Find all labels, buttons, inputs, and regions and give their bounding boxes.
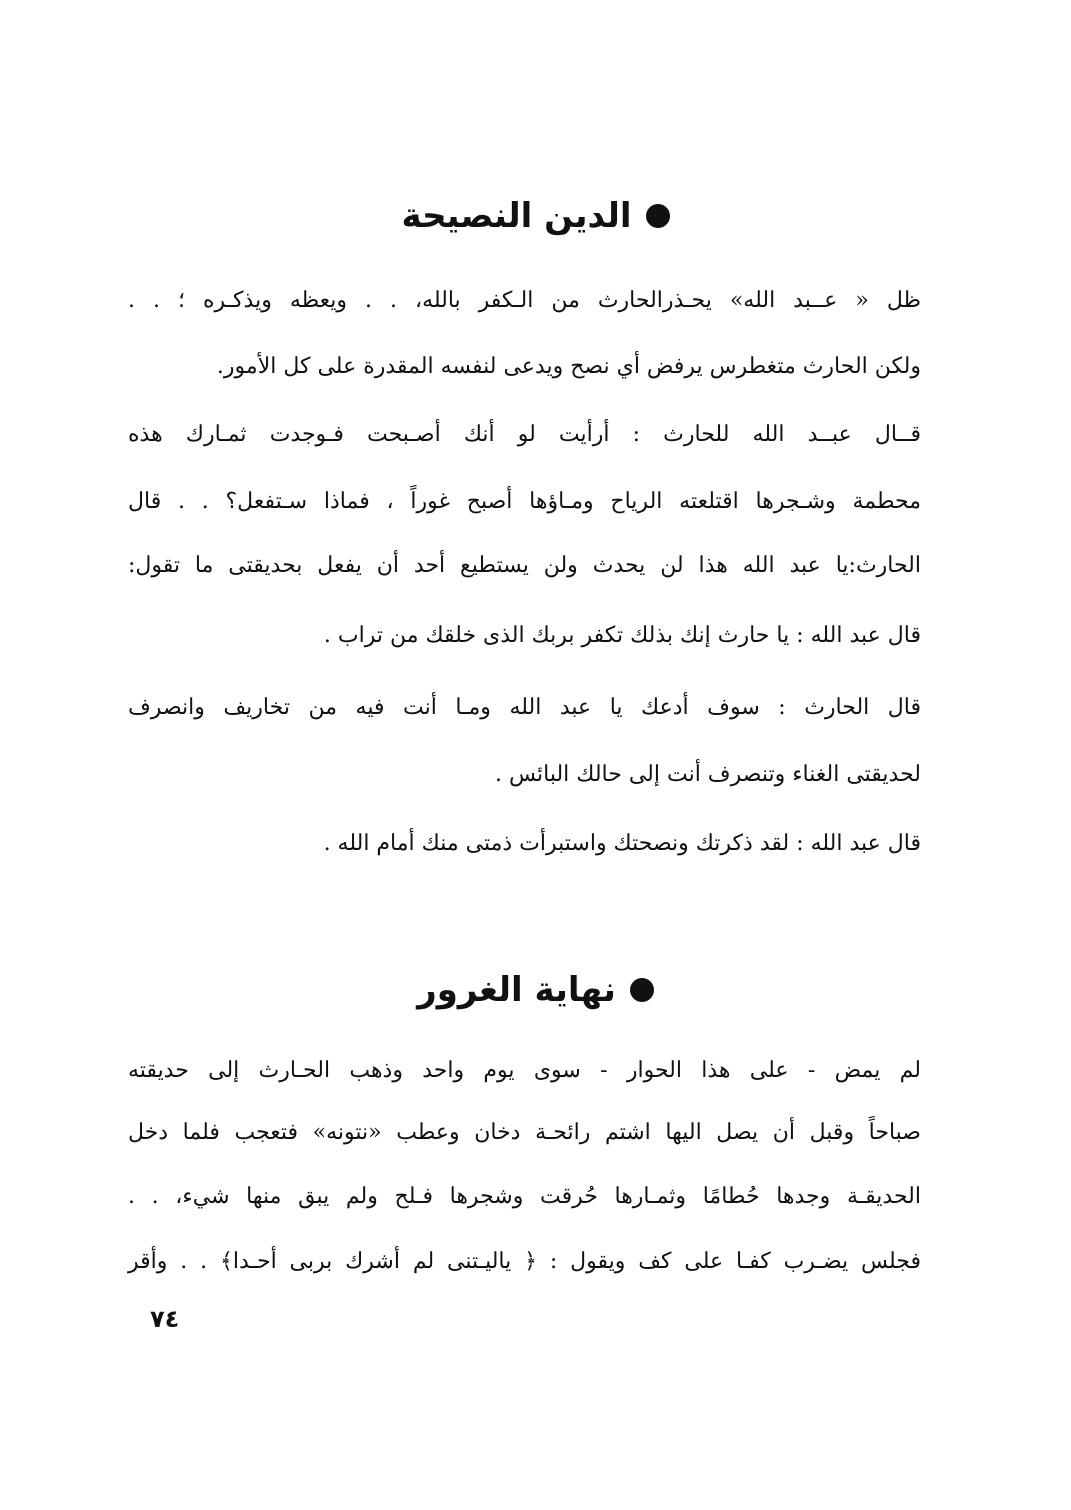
section-title: الدين النصيحة (401, 196, 632, 236)
bullet-icon (630, 978, 654, 1002)
section-heading-end-of-vanity (0, 970, 1071, 1010)
page-number: ٧٤ (150, 1305, 180, 1333)
paragraph-line: محطمة وشـجرها اقتلعته الرياح ومـاؤها أصبح غوراً ، فماذا سـتفعل؟ . . قال (128, 489, 921, 514)
paragraph-line: قال عبد الله : لقد ذكرتك ونصحتك واستبرأت ذمتى منك أمام الله . (323, 831, 921, 856)
paragraph-line: قال عبد الله : يا حارث إنك بذلك تكفر بربك الذى خلقك من تراب . (323, 623, 921, 648)
section-title: نهاية الغرور (417, 970, 616, 1010)
paragraph-line: ظل « عــبد الله» يحـذرالحارث من الـكفر بالله، . . ويعظه ويذكـره ؛ . . (128, 288, 921, 313)
paragraph-line: الحارث:يا عبد الله هذا لن يحدث ولن يستطيع أحد أن يفعل بحديقتى ما تقول: (128, 553, 921, 578)
paragraph-line: قــال عبــد الله للحارث : أرأيت لو أنك أصـبحت فـوجدت ثمـارك هذه (128, 422, 921, 447)
section-heading-advice (0, 196, 1071, 236)
paragraph-line: الحديقـة وجدها حُطامًا وثمـارها حُرقت وشجرها فـلح ولم يبق منها شيء، . . (128, 1184, 921, 1209)
paragraph-line: لحديقتى الغناء وتنصرف أنت إلى حالك البائس . (494, 762, 921, 787)
paragraph-line: فجلس يضـرب كفـا على كف ويقول : ﴿ ياليـتنى لم أشرك بربى أحـدا﴾ . . وأقر (128, 1249, 921, 1274)
paragraph-line: قال الحارث : سوف أدعك يا عبد الله ومـا أنت فيه من تخاريف وانصرف (128, 695, 921, 720)
paragraph-line: ولكن الحارث متغطرس يرفض أي نصح ويدعى لنفسه المقدرة على كل الأمور. (216, 354, 921, 379)
paragraph-line: لم يمض - على هذا الحوار - سوى يوم واحد وذهب الحـارث إلى حديقته (128, 1058, 921, 1083)
paragraph-line: صباحاً وقبل أن يصل اليها اشتم رائحـة دخان وعطب «نتونه» فتعجب فلما دخل (128, 1120, 921, 1145)
bullet-icon (646, 204, 670, 228)
